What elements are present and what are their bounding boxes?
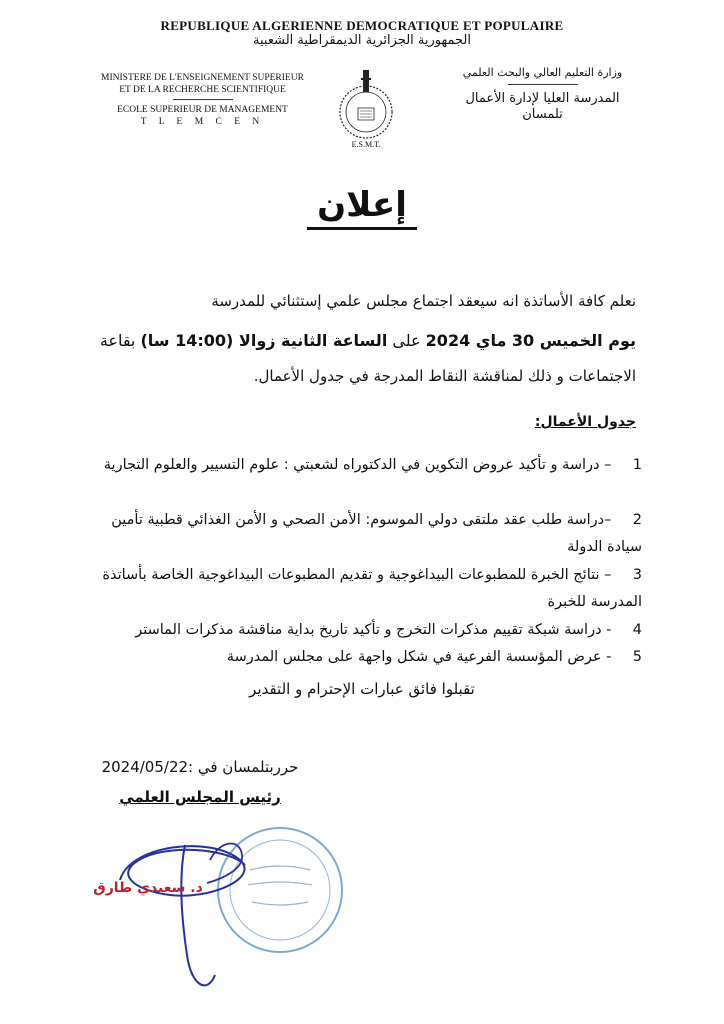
school-fr: ECOLE SUPERIEUR DE MANAGEMENT [117,105,288,115]
agenda-item-text: - دراسة شبكة تقييم مذكرات التخرج و تأكيد تاريخ بداية مناقشة مذكرات الماستر [135,622,612,638]
agenda-title: جدول الأعمال: [534,414,636,430]
announcement-title [0,185,724,225]
city-fr: T L E M C E N [140,117,265,127]
agenda-item-number: 5 [632,649,642,665]
logo-caption: E.S.M.T. [351,140,381,149]
handwritten-signature [120,844,245,986]
body-line-2-mid: على [392,331,421,350]
header-arabic-block [425,65,660,123]
agenda-item-text: – دراسة و تأكيد عروض التكوين في الدكتوراه لشعبتي : علوم التسيير والعلوم التجارية [103,457,612,473]
republic-arabic: الجمهورية الجزائرية الديمقراطية الشعبية [253,33,471,48]
city-ar: تلمسان [522,107,563,122]
title-text: إعلان [307,185,417,230]
agenda-item [97,644,642,671]
agenda-item [97,507,642,561]
divider [173,99,233,100]
agenda-item [97,617,642,644]
agenda-item-text: – نتائج الخبرة للمطبوعات البيداغوجية و تقديم المطبوعات البيداغوجية الخاصة بأساتذة المدرسة للخبرة [102,567,642,610]
signer-name: د. سعيدي طارق [93,880,203,896]
agenda-item-text: - عرض المؤسسة الفرعية في شكل واجهة على مجلس المدرسة [226,649,612,665]
closing-line: تقبلوا فائق عبارات الإحترام و التقدير [249,680,475,698]
body-line-1: نعلم كافة الأساتذة انه سيعقد اجتماع مجلس علمي إستثنائي للمدرسة [211,292,636,310]
header-french-block [60,72,345,128]
agenda-item-number: 2 [632,512,642,528]
agenda-item-text: –دراسة طلب عقد ملتقى دولي الموسوم: الأمن الصحي و الأمن الغذائي قطبية تأمين سيادة الدولة [111,512,642,555]
agenda-item [97,562,642,616]
republic-french: REPUBLIQUE ALGERIENNE DEMOCRATIQUE ET POPULAIRE [160,18,564,33]
ministry-fr-line2: ET DE LA RECHERCHE SCIENTIFIQUE [119,85,286,95]
signatory-title: رئيس المجلس العلمي [119,788,281,806]
agenda-item [97,452,642,479]
body-line-2 [76,331,636,350]
meeting-time: الساعة الثانية زوالا (14:00 سا) [140,331,388,350]
body-line-2-end: بقاعة [99,331,136,350]
school-ar: المدرسة العليا لإدارة الأعمال [465,91,620,106]
official-stamp [218,828,342,952]
body-line-3: الاجتماعات و ذلك لمناقشة النقاط المدرجة في جدول الأعمال. [253,367,636,385]
divider [508,84,578,85]
ministry-ar: وزارة التعليم العالي والبحث العلمي [462,66,623,79]
dateline: حرربتلمسان في :2024/05/22 [101,758,299,776]
ministry-fr-line1: MINISTERE DE L'ENSEIGNEMENT SUPERIEUR [101,73,304,83]
meeting-day: يوم الخميس 30 ماي 2024 [425,331,636,350]
agenda-item-number: 3 [632,567,642,583]
agenda-item-number: 1 [632,457,642,473]
stamp-and-signature [80,820,380,1010]
agenda-item-number: 4 [632,622,642,638]
